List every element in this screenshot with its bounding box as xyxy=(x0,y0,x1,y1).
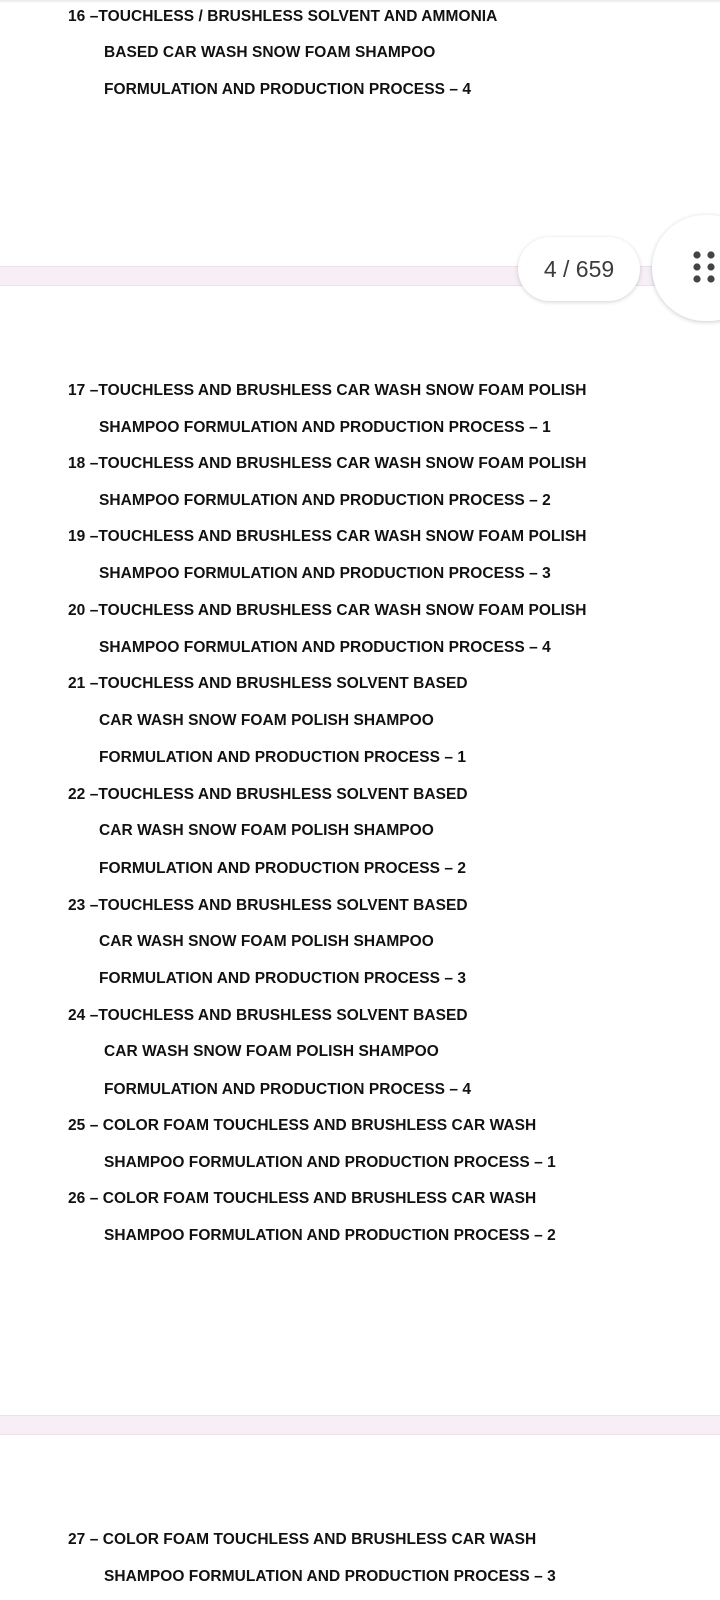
toc-entry-line: 22 –TOUCHLESS AND BRUSHLESS SOLVENT BASED xyxy=(68,786,468,803)
pdf-page-5 xyxy=(0,1435,720,1600)
drag-dots-icon xyxy=(693,251,717,285)
toc-entry-line: 25 – COLOR FOAM TOUCHLESS AND BRUSHLESS CAR WASH xyxy=(68,1117,537,1134)
toc-entry-line: 20 –TOUCHLESS AND BRUSHLESS CAR WASH SNOW FOAM POLISH xyxy=(68,602,587,619)
toc-entry-line: SHAMPOO FORMULATION AND PRODUCTION PROCESS – 2 xyxy=(99,492,551,509)
toc-entry-line: FORMULATION AND PRODUCTION PROCESS – 1 xyxy=(99,749,467,766)
toc-entry-line: SHAMPOO FORMULATION AND PRODUCTION PROCESS – 3 xyxy=(104,1568,556,1585)
toc-entry-line: 21 –TOUCHLESS AND BRUSHLESS SOLVENT BASED xyxy=(68,675,468,692)
toc-entry-line: FORMULATION AND PRODUCTION PROCESS – 4 xyxy=(104,1081,472,1098)
toc-entry-line: 24 –TOUCHLESS AND BRUSHLESS SOLVENT BASED xyxy=(68,1007,468,1024)
toc-entry-line: SHAMPOO FORMULATION AND PRODUCTION PROCESS – 1 xyxy=(104,1154,556,1171)
toc-entry-line: 27 – COLOR FOAM TOUCHLESS AND BRUSHLESS CAR WASH xyxy=(68,1531,537,1548)
toc-entry-line: SHAMPOO FORMULATION AND PRODUCTION PROCESS – 4 xyxy=(99,639,551,656)
toc-entry-line: CAR WASH SNOW FOAM POLISH SHAMPOO xyxy=(99,712,434,729)
toc-entry-line: FORMULATION AND PRODUCTION PROCESS – 4 xyxy=(104,81,472,98)
toc-entry-line: CAR WASH SNOW FOAM POLISH SHAMPOO xyxy=(99,933,434,950)
toc-entry-line: SHAMPOO FORMULATION AND PRODUCTION PROCESS – 3 xyxy=(99,565,551,582)
toc-entry-line: 16 –TOUCHLESS / BRUSHLESS SOLVENT AND AMMONIA xyxy=(68,8,498,25)
viewer-top-shadow xyxy=(0,0,720,3)
toc-entry-line: 18 –TOUCHLESS AND BRUSHLESS CAR WASH SNOW FOAM POLISH xyxy=(68,455,587,472)
toc-entry-line: 19 –TOUCHLESS AND BRUSHLESS CAR WASH SNOW FOAM POLISH xyxy=(68,528,587,545)
page-separator xyxy=(0,1415,720,1435)
pdf-page-4 xyxy=(0,286,720,1415)
toc-entry-line: CAR WASH SNOW FOAM POLISH SHAMPOO xyxy=(99,822,434,839)
toc-entry-line: BASED CAR WASH SNOW FOAM SHAMPOO xyxy=(104,44,436,61)
toc-entry-line: FORMULATION AND PRODUCTION PROCESS – 2 xyxy=(99,860,467,877)
toc-entry-line: 17 –TOUCHLESS AND BRUSHLESS CAR WASH SNOW FOAM POLISH xyxy=(68,382,587,399)
page-indicator[interactable] xyxy=(518,237,640,301)
page-separator-slash: / xyxy=(556,255,576,282)
toc-entry-line: SHAMPOO FORMULATION AND PRODUCTION PROCESS – 1 xyxy=(99,419,551,436)
pdf-page-3 xyxy=(0,0,720,266)
toc-entry-line: CAR WASH SNOW FOAM POLISH SHAMPOO xyxy=(104,1043,439,1060)
toc-entry-line: 23 –TOUCHLESS AND BRUSHLESS SOLVENT BASED xyxy=(68,897,468,914)
current-page-number: 4 xyxy=(543,255,557,282)
toc-entry-line: 26 – COLOR FOAM TOUCHLESS AND BRUSHLESS CAR WASH xyxy=(68,1190,537,1207)
toc-entry-line: SHAMPOO FORMULATION AND PRODUCTION PROCESS – 2 xyxy=(104,1227,556,1244)
toc-entry-line: FORMULATION AND PRODUCTION PROCESS – 3 xyxy=(99,970,467,987)
total-page-count: 659 xyxy=(575,255,615,282)
